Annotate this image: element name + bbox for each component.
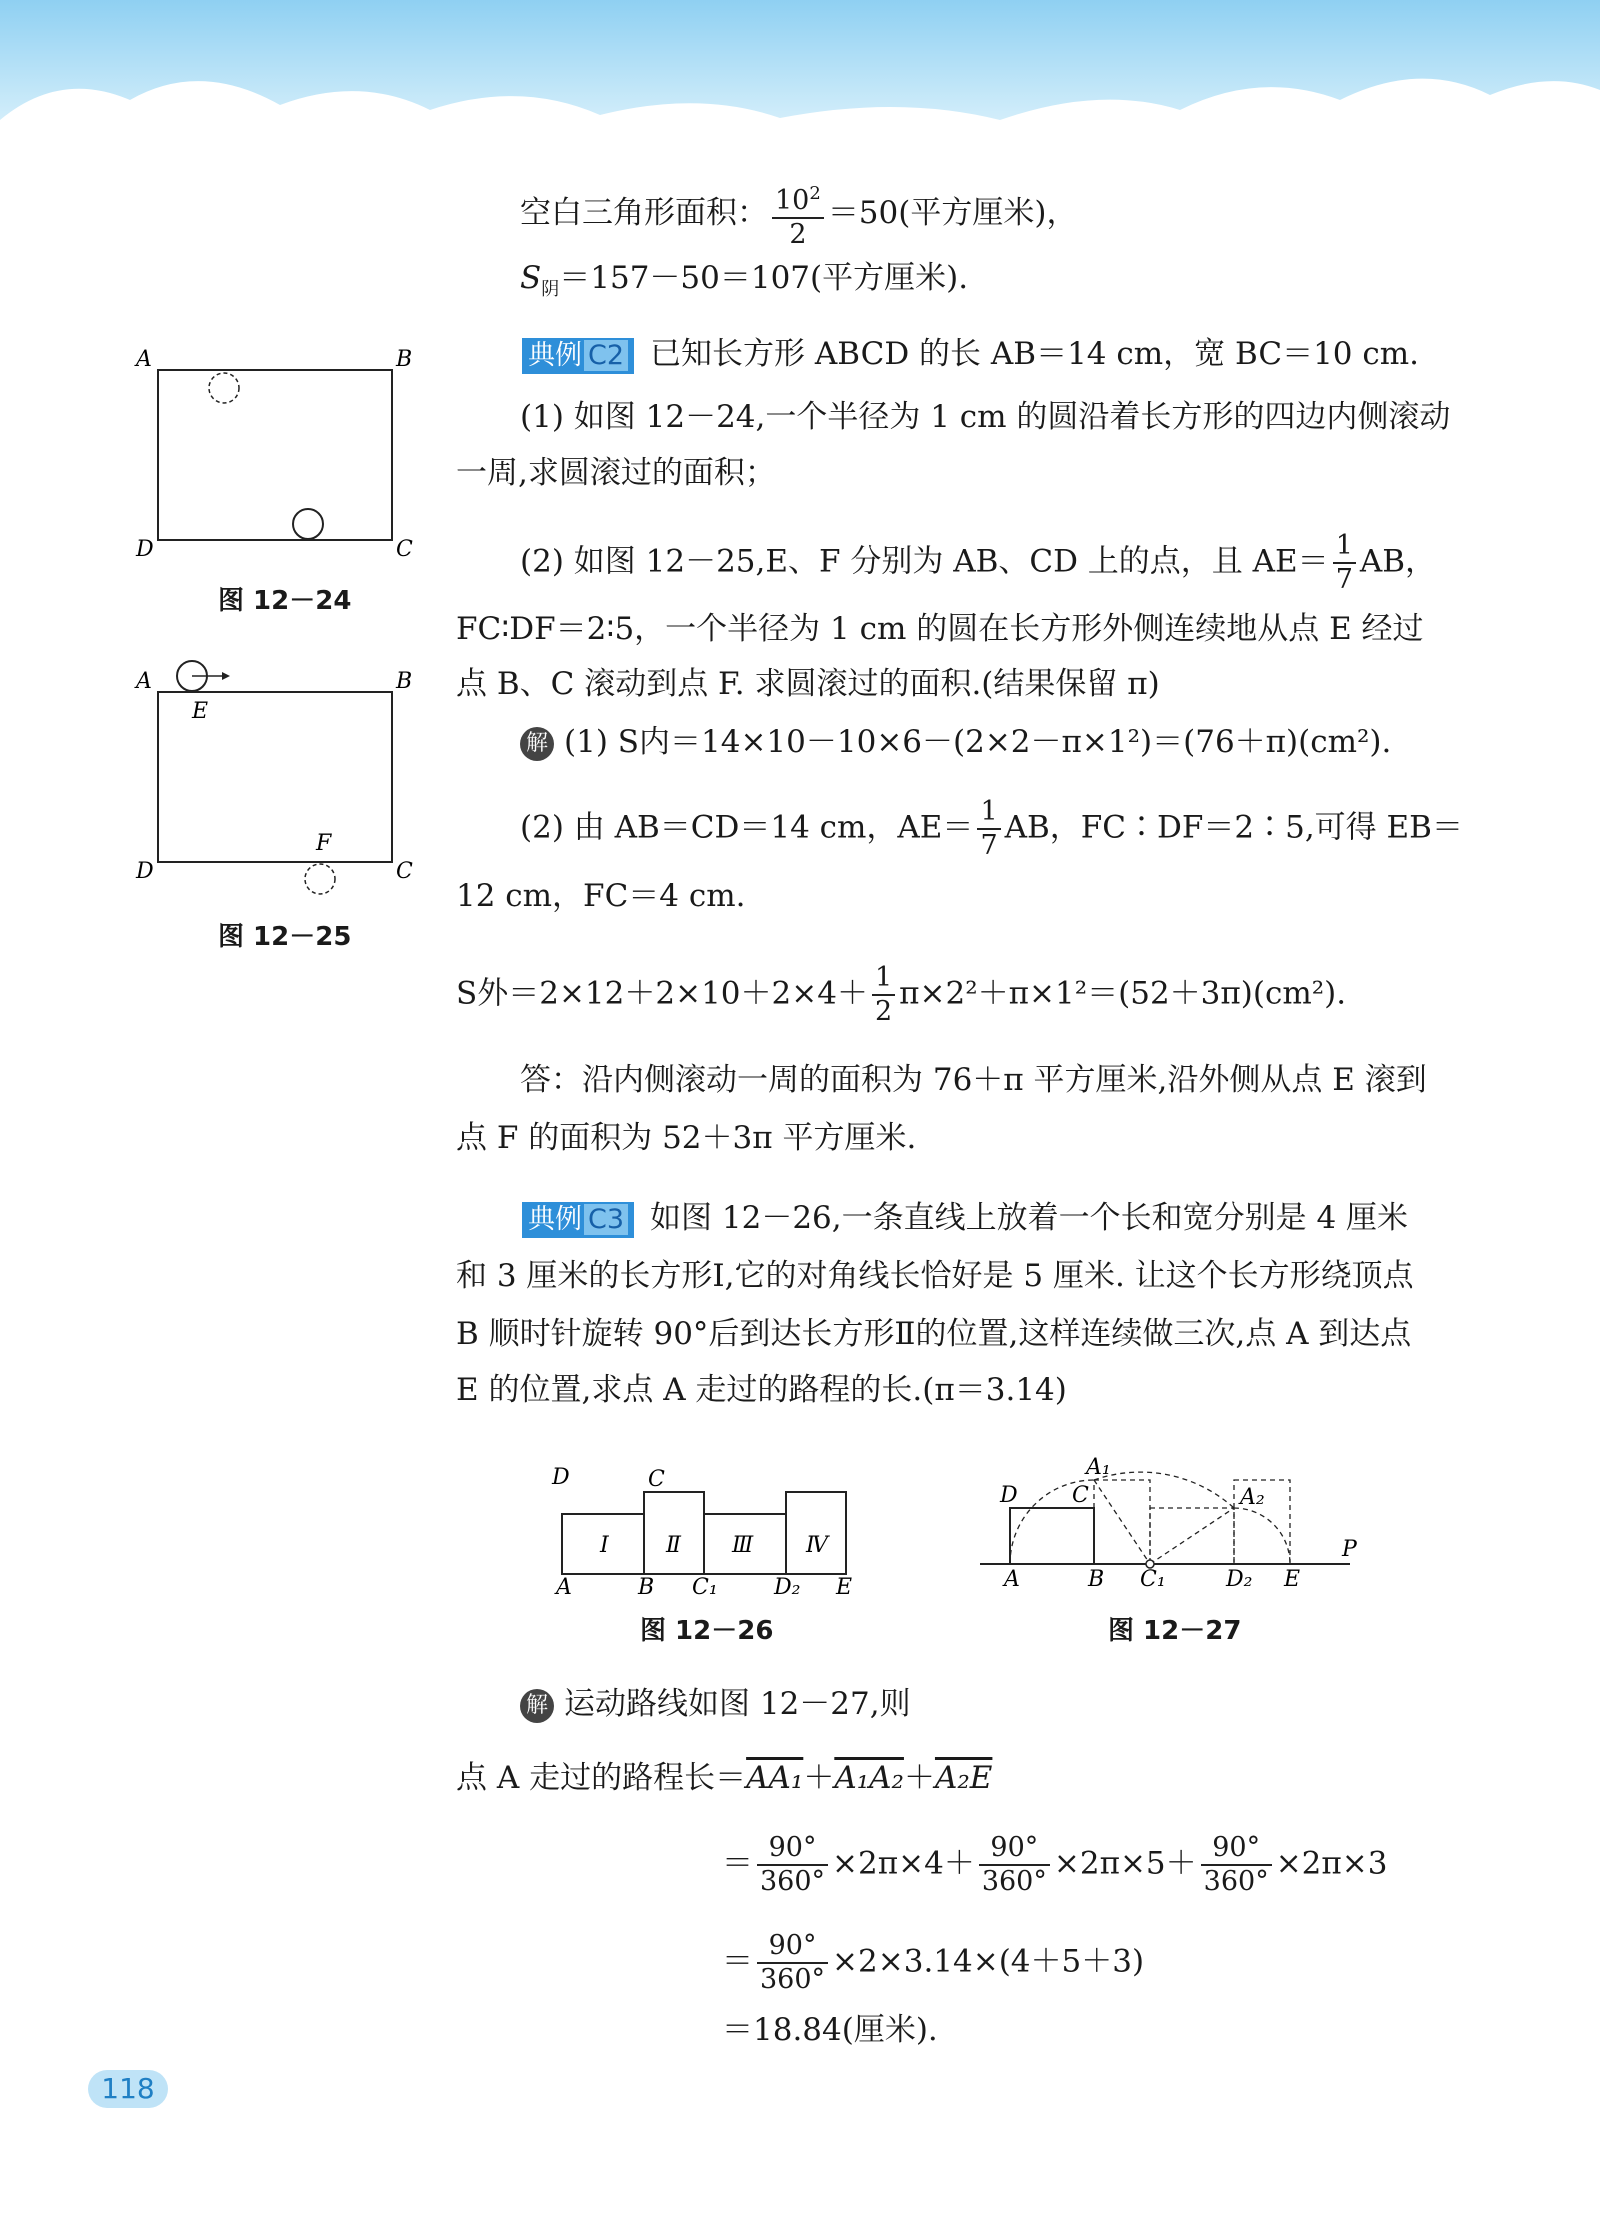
label-a: A: [556, 1575, 572, 1596]
path-length-line: 点 A 走过的路程长＝AA₁＋A₁A₂＋A₂E: [456, 1760, 993, 1796]
figure-caption-12-26: 图 12－26: [640, 1616, 774, 1646]
solution-badge: 解: [520, 727, 554, 761]
label-b: B: [1088, 1567, 1105, 1592]
roman-3: Ⅲ: [732, 1533, 754, 1558]
example-c3-line-3: B 顺时针旋转 90°后到达长方形Ⅱ的位置,这样连续做三次,点 A 到达点: [456, 1316, 1412, 1352]
figure-caption-12-27: 图 12－27: [1108, 1616, 1242, 1646]
question-2-line-b: FC∶DF＝2∶5，一个半径为 1 cm 的圆在长方形外侧连续地从点 E 经过: [456, 611, 1424, 647]
label-b: B: [638, 1575, 655, 1596]
label-d: D: [1000, 1483, 1018, 1508]
label-d: D: [136, 537, 154, 562]
label-p: P: [1342, 1537, 1357, 1562]
example-badge: 典例 C3: [522, 1202, 634, 1238]
example-badge: 典例 C2: [522, 338, 634, 374]
roman-2: Ⅱ: [666, 1533, 681, 1558]
solution-outer-area: S外＝2×12＋2×10＋2×4＋ $\frac{1}{2}$ π×2²＋π×1²＝(52＋3π)(cm²).: [456, 962, 1347, 1027]
example-c2-heading: 典例 C2 已知长方形 ABCD 的长 AB＝14 cm，宽 BC＝10 cm.: [522, 334, 1419, 374]
computation-result: ＝18.84(厘米).: [722, 2012, 938, 2048]
example-c3-line-2: 和 3 厘米的长方形Ⅰ,它的对角线长恰好是 5 厘米. 让这个长方形绕顶点: [456, 1258, 1414, 1294]
question-1-line-a: (1) 如图 12－24,一个半径为 1 cm 的圆沿着长方形的四边内侧滚动: [520, 399, 1451, 435]
figure-12-24: [130, 340, 430, 570]
figure-12-25: [130, 652, 430, 902]
figure-caption-12-25: 图 12－25: [218, 922, 352, 952]
label-a1: A₁: [1086, 1455, 1111, 1480]
roman-4: Ⅳ: [806, 1533, 828, 1558]
label-c: C: [396, 859, 413, 884]
label-b: B: [396, 347, 413, 372]
label-c: C: [648, 1467, 665, 1492]
question-1-line-b: 一周,求圆滚过的面积；: [456, 455, 776, 491]
label-c1: C₁: [1140, 1567, 1166, 1592]
label-c1: C₁: [692, 1575, 718, 1596]
solution-2-line-a: (2) 由 AB＝CD＝14 cm，AE＝ $\frac{1}{7}$ AB，FC∶DF＝2∶5,可得 EB＝: [520, 796, 1463, 861]
label-d2: D₂: [1226, 1567, 1253, 1592]
label-c: C: [1072, 1483, 1089, 1508]
computation-line-1: ＝ $\frac{90^\circ}{360^\circ}$ ×2π×4＋ $\frac{90^\circ}{360^\circ}$ ×2π×5＋ $\frac{90^\circ}{360^\circ}$ ×2π×3: [722, 1832, 1388, 1897]
answer-line-a: 答：沿内侧滚动一周的面积为 76＋π 平方厘米,沿外侧从点 E 滚到: [520, 1062, 1427, 1098]
question-2-line-a: (2) 如图 12－25,E、F 分别为 AB、CD 上的点，且 AE＝ $\frac{1}{7}$ AB，: [520, 530, 1437, 595]
label-c: C: [396, 537, 413, 562]
label-d: D: [552, 1465, 570, 1490]
computation-line-2: ＝ $\frac{90^\circ}{360^\circ}$ ×2×3.14×(4＋5＋3): [722, 1930, 1145, 1995]
question-2-line-c: 点 B、C 滚动到点 F. 求圆滚过的面积.(结果保留 π): [456, 666, 1160, 702]
example-c3-heading: 典例 C3 如图 12－26,一条直线上放着一个长和宽分别是 4 厘米: [522, 1198, 1408, 1238]
solution-1: 解 (1) S内＝14×10－10×6－(2×2－π×1²)＝(76＋π)(cm²).: [520, 722, 1391, 762]
example-c3-line-4: E 的位置,求点 A 走过的路程的长.(π＝3.14): [456, 1372, 1067, 1408]
label-e: E: [836, 1575, 853, 1596]
answer-line-b: 点 F 的面积为 52＋3π 平方厘米.: [456, 1120, 917, 1156]
label-e: E: [192, 699, 209, 724]
roman-1: Ⅰ: [600, 1533, 609, 1558]
figure-12-27: [970, 1446, 1370, 1596]
label-a: A: [1004, 1567, 1020, 1592]
label-a2: A₂: [1240, 1485, 1265, 1510]
label-d2: D₂: [774, 1575, 801, 1596]
header-banner: [0, 0, 1600, 170]
label-e: E: [1284, 1567, 1301, 1592]
label-a: A: [136, 347, 152, 372]
figure-caption-12-24: 图 12－24: [218, 586, 352, 616]
label-f: F: [316, 831, 332, 856]
label-b: B: [396, 669, 413, 694]
solution-2-line-b: 12 cm，FC＝4 cm.: [456, 878, 746, 914]
line-blank-triangle: 空白三角形面积： $\frac{10^2}{2}$ ＝50(平方厘米)，: [520, 178, 1077, 251]
label-d: D: [136, 859, 154, 884]
label-a: A: [136, 669, 152, 694]
solution-c3-intro: 解 运动路线如图 12－27,则: [520, 1684, 911, 1724]
line-shaded-area: $S_阴=157-50=107$(平方厘米).: [520, 260, 969, 301]
figure-12-26: [540, 1456, 880, 1596]
page-number: 118: [88, 2070, 168, 2108]
solution-badge: 解: [520, 1689, 554, 1723]
